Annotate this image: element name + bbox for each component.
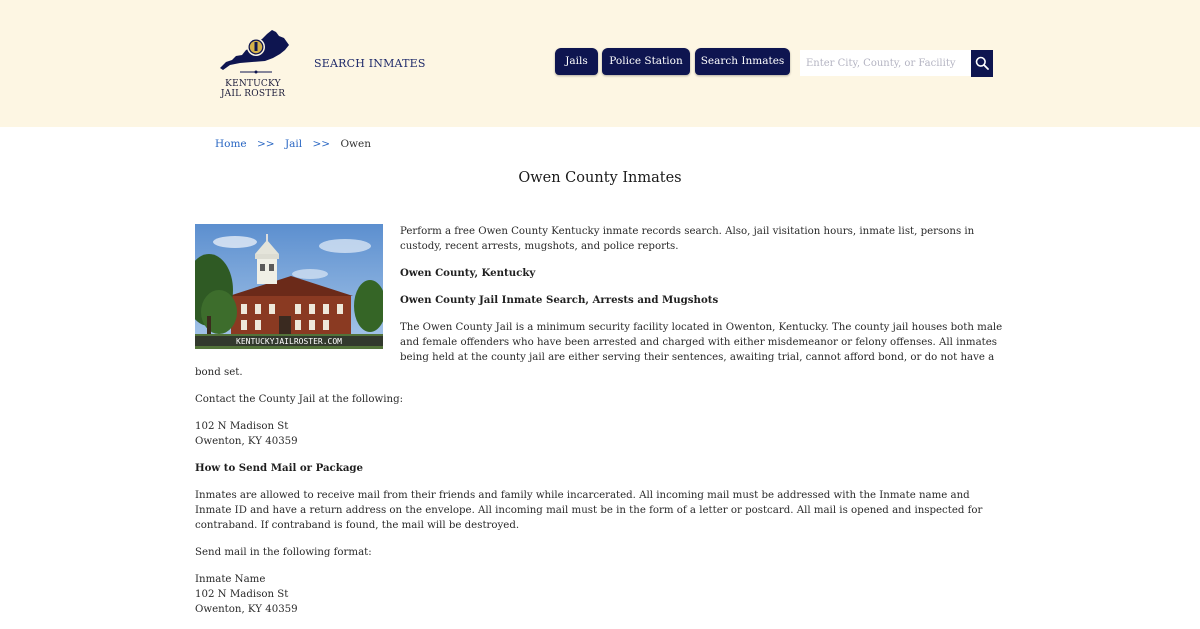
- search-heading: Owen County Jail Inmate Search, Arrests and Mugshots: [400, 294, 719, 306]
- breadcrumb: [215, 138, 371, 150]
- mail-heading: How to Send Mail or Package: [195, 462, 364, 474]
- breadcrumb-current: Owen: [340, 138, 372, 150]
- nav-button-search-inmates[interactable]: Search Inmates: [695, 48, 790, 75]
- jail-address: [195, 419, 1007, 449]
- address-line-2: Owenton, KY 40359: [195, 436, 298, 447]
- kentucky-state-logo-icon: [218, 28, 290, 74]
- breadcrumb-separator: >>: [312, 138, 331, 150]
- search-button[interactable]: [971, 50, 993, 77]
- site-header: [0, 0, 1200, 127]
- intro-paragraph: Perform a free Owen County Kentucky inmate records search. Also, jail visitation hours, inmate list, persons in custody, recent arrests, mugshots, and police reports.: [400, 226, 975, 252]
- search-icon: [975, 56, 989, 70]
- courthouse-photo: [195, 224, 383, 349]
- main-content: [195, 224, 1007, 629]
- breadcrumb-home[interactable]: Home: [215, 138, 247, 150]
- search-input[interactable]: [800, 50, 972, 76]
- address-line-1: 102 N Madison St: [195, 421, 289, 432]
- mail-address-line-2: Owenton, KY 40359: [195, 604, 298, 615]
- mail-paragraph: Inmates are allowed to receive mail from their friends and family while incarcerated. All incoming mail must be addressed with the Inmate name and Inmate ID and have a return address on the envelope. All incoming mail must be in the form of a letter or postcard. All mail is opened and inspected for contraband. If contraband is found, the mail will be destroyed.: [195, 490, 983, 531]
- logo-line-2: JAIL ROSTER: [220, 89, 286, 99]
- site-logo[interactable]: [215, 28, 291, 102]
- nav-button-police-station[interactable]: Police Station: [602, 48, 690, 75]
- logo-line-1: KENTUCKY: [225, 79, 281, 89]
- mail-address: [195, 572, 1007, 617]
- page-title: Owen County Inmates: [518, 170, 682, 186]
- description-paragraph: The Owen County Jail is a minimum security facility located in Owenton, Kentucky. The county jail houses both male and female offenders who have been arrested and charged with either misdemeanor or felony offenses. All inmates being held at the county jail are either serving their sentences, awaiting trial, cannot afford bond, or do not have a bond set.: [195, 322, 1003, 378]
- mail-format-paragraph: Send mail in the following format:: [195, 547, 372, 558]
- breadcrumb-jail[interactable]: Jail: [284, 138, 303, 150]
- logo-text: [215, 79, 291, 99]
- search-inmates-link[interactable]: SEARCH INMATES: [314, 57, 426, 70]
- mail-address-line-1: 102 N Madison St: [195, 589, 289, 600]
- mail-name: Inmate Name: [195, 574, 266, 585]
- nav-button-jails[interactable]: Jails: [555, 48, 598, 75]
- photo-watermark: KENTUCKYJAILROSTER.COM: [236, 337, 342, 346]
- breadcrumb-separator: >>: [257, 138, 275, 150]
- county-heading: Owen County, Kentucky: [400, 267, 536, 279]
- contact-paragraph: Contact the County Jail at the following:: [195, 394, 404, 405]
